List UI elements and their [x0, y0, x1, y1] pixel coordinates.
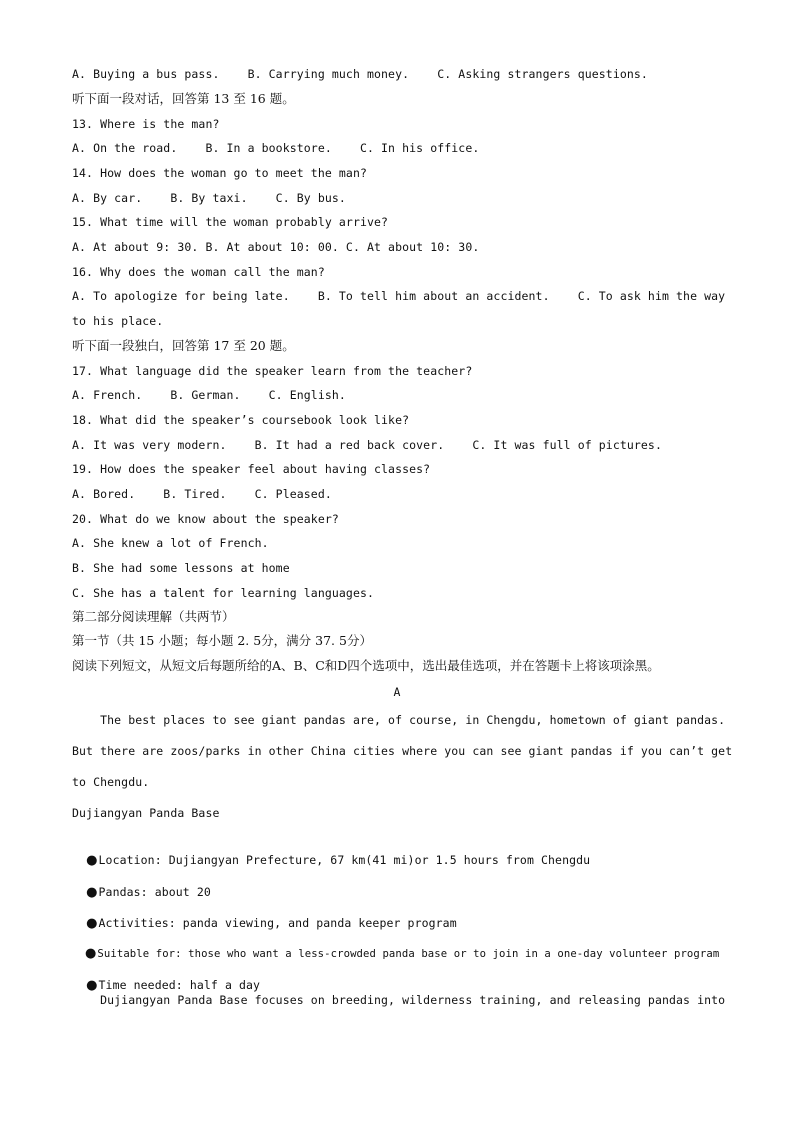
- bullet-text: Suitable for: those who want a less-crowded panda base or to join in a one-day volunteer program: [97, 948, 720, 960]
- question-14: 14. How does the woman go to meet the man?: [72, 166, 367, 180]
- bullet-location: [72, 836, 590, 869]
- q20-option-c: C. She has a talent for learning languages.: [72, 586, 375, 600]
- passage-para2-line1: Dujiangyan Panda Base focuses on breeding, wilderness training, and releasing pandas into: [72, 993, 726, 1007]
- bullet-icon: ●: [86, 916, 98, 931]
- q19-options: A. Bored. B. Tired. C. Pleased.: [72, 487, 332, 501]
- bullet-text: Time needed: half a day: [98, 978, 261, 992]
- bullet-icon: ●: [86, 853, 98, 868]
- q18-options: A. It was very modern. B. It had a red back cover. C. It was full of pictures.: [72, 438, 662, 452]
- q16-options: A. To apologize for being late. B. To tell him about an accident. C. To ask him the way: [72, 289, 726, 303]
- question-13: 13. Where is the man?: [72, 117, 220, 131]
- bullet-icon: ●: [86, 978, 98, 993]
- bullet-text: Location: Dujiangyan Prefecture, 67 km(41 mi)or 1.5 hours from Chengdu: [98, 853, 591, 867]
- bullet-text: Activities: panda viewing, and panda keeper program: [98, 916, 457, 930]
- bullet-icon: ●: [86, 885, 98, 900]
- bullet-activities: [72, 899, 457, 932]
- bullet-icon: ●: [84, 946, 97, 961]
- q20-option-b: B. She had some lessons at home: [72, 561, 290, 575]
- question-15: 15. What time will the woman probably arrive?: [72, 215, 389, 229]
- q20-option-a: A. She knew a lot of French.: [72, 536, 269, 550]
- bullet-text: Pandas: about 20: [98, 885, 211, 899]
- section-instruction-13-16: 听下面一段对话，回答第 13 至 16 题。: [72, 91, 295, 106]
- question-16: 16. Why does the woman call the man?: [72, 265, 325, 279]
- section-one-heading: 第一节（共 15 小题；每小题 2. 5分，满分 37. 5分）: [72, 633, 372, 648]
- bullet-pandas: [72, 868, 211, 901]
- part-two-heading: 第二部分阅读理解（共两节）: [72, 609, 235, 624]
- passage-para1-line3: to Chengdu.: [72, 775, 150, 789]
- reading-instruction: 阅读下列短文，从短文后每题所给的A、B、C和D四个选项中，选出最佳选项，并在答题卡上将该项涂黑。: [72, 658, 660, 673]
- q15-options: A. At about 9: 30. B. At about 10: 00. C. At about 10: 30.: [72, 240, 480, 254]
- q14-options: A. By car. B. By taxi. C. By bus.: [72, 191, 346, 205]
- base-title: Dujiangyan Panda Base: [72, 806, 220, 820]
- question-20: 20. What do we know about the speaker?: [72, 512, 339, 526]
- q13-options: A. On the road. B. In a bookstore. C. In his office.: [72, 141, 480, 155]
- bullet-time-needed: [72, 961, 260, 994]
- bullet-suitable-for: [72, 930, 719, 962]
- passage-heading: A: [393, 685, 401, 699]
- q16-options-continued: to his place.: [72, 314, 164, 328]
- passage-para1-line1: The best places to see giant pandas are, of course, in Chengdu, hometown of giant pandas.: [72, 713, 726, 727]
- q12-options: A. Buying a bus pass. B. Carrying much money. C. Asking strangers questions.: [72, 67, 648, 81]
- q17-options: A. French. B. German. C. English.: [72, 388, 346, 402]
- passage-para1-line2: But there are zoos/parks in other China cities where you can see giant pandas if you can’t get: [72, 744, 733, 758]
- question-19: 19. How does the speaker feel about having classes?: [72, 462, 431, 476]
- section-instruction-17-20: 听下面一段独白，回答第 17 至 20 题。: [72, 338, 295, 353]
- question-17: 17. What language did the speaker learn from the teacher?: [72, 364, 473, 378]
- question-18: 18. What did the speaker’s coursebook look like?: [72, 413, 410, 427]
